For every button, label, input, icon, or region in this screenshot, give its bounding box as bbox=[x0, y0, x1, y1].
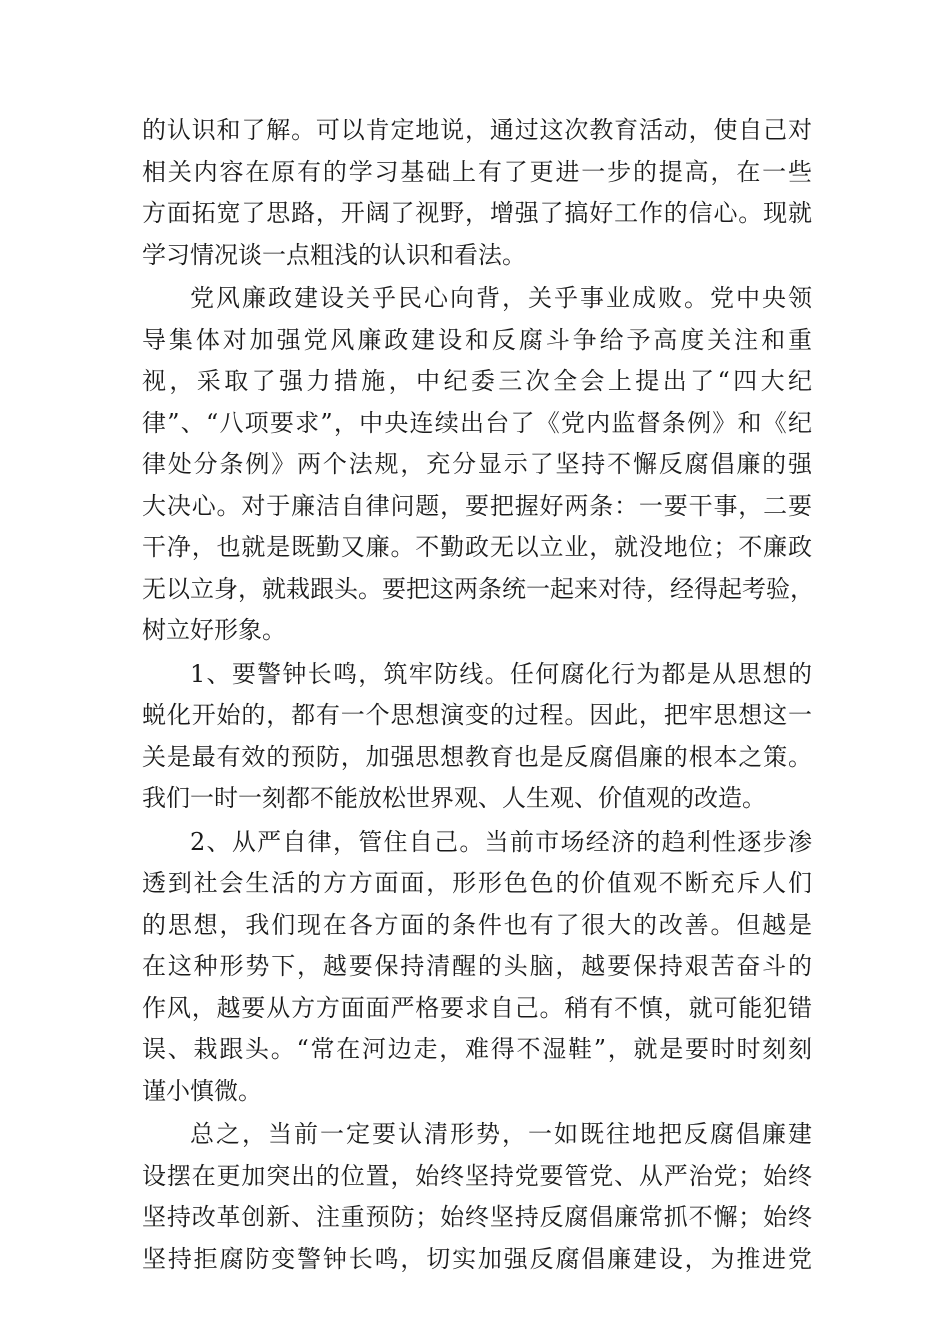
document-body bbox=[142, 110, 812, 1282]
text-line: 的认识和了解。可以肯定地说，通过这次教育活动，使自己对 bbox=[142, 116, 812, 144]
text-line: 1、要警钟长鸣，筑牢防线。任何腐化行为都是从思想的 bbox=[190, 659, 812, 688]
text-line: 谨小慎微。 bbox=[142, 1076, 262, 1105]
text-line: 2、从严自律，管住自己。当前市场经济的趋利性逐步渗 bbox=[190, 827, 812, 856]
text-line: 视，采取了强力措施，中纪委三次全会上提出了“四大纪 bbox=[142, 367, 812, 395]
text-line: 总之，当前一定要认清形势，一如既往地把反腐倡廉建 bbox=[190, 1120, 812, 1148]
text-line: 作风，越要从方方面面严格要求自己。稍有不慎，就可能犯错 bbox=[142, 993, 812, 1022]
text-line: 无以立身，就栽跟头。要把这两条统一起来对待，经得起考验， bbox=[142, 574, 814, 603]
text-line: 树立好形象。 bbox=[142, 616, 286, 644]
text-line: 学习情况谈一点粗浅的认识和看法。 bbox=[142, 240, 526, 269]
text-line: 干净，也就是既勤又廉。不勤政无以立业，就没地位；不廉政 bbox=[142, 533, 812, 561]
text-line: 误、栽跟头。“常在河边走，难得不湿鞋”，就是要时时刻刻 bbox=[142, 1035, 812, 1063]
paragraph-intro-continuation bbox=[142, 110, 812, 276]
text-line: 律处分条例》两个法规，充分显示了坚持不懈反腐倡廉的强 bbox=[142, 450, 812, 478]
text-line: 设摆在更加突出的位置，始终坚持党要管党、从严治党；始终 bbox=[142, 1161, 812, 1190]
text-line: 坚持拒腐防变警钟长鸣，切实加强反腐倡廉建设，为推进党 bbox=[142, 1244, 812, 1273]
text-line: 相关内容在原有的学习基础上有了更进一步的提高，在一些 bbox=[142, 157, 812, 186]
paragraph-party-conduct bbox=[142, 278, 812, 652]
text-line: 坚持改革创新、注重预防；始终坚持反腐倡廉常抓不懈；始终 bbox=[142, 1203, 812, 1231]
text-line: 律”、“八项要求”，中央连续出台了《党内监督条例》和《纪 bbox=[142, 408, 812, 437]
paragraph-conclusion bbox=[142, 1114, 812, 1280]
text-line: 在这种形势下，越要保持清醒的头脑，越要保持艰苦奋斗的 bbox=[142, 952, 812, 980]
text-line: 方面拓宽了思路，开阔了视野，增强了搞好工作的信心。现就 bbox=[142, 199, 812, 227]
text-line: 大决心。对于廉洁自律问题，要把握好两条：一要干事，二要 bbox=[142, 491, 812, 520]
text-line: 我们一时一刻都不能放松世界观、人生观、价值观的改造。 bbox=[142, 784, 766, 812]
paragraph-point-1 bbox=[142, 654, 812, 820]
text-line: 的思想，我们现在各方面的条件也有了很大的改善。但越是 bbox=[142, 910, 812, 939]
paragraph-point-2 bbox=[142, 822, 812, 1113]
text-line: 蜕化开始的，都有一个思想演变的过程。因此，把牢思想这一 bbox=[142, 701, 812, 729]
text-line: 透到社会生活的方方面面，形形色色的价值观不断充斥人们 bbox=[142, 869, 812, 897]
text-line: 关是最有效的预防，加强思想教育也是反腐倡廉的根本之策。 bbox=[142, 742, 812, 771]
text-line: 导集体对加强党风廉政建设和反腐斗争给予高度关注和重 bbox=[142, 325, 812, 354]
text-line: 党风廉政建设关乎民心向背，关乎事业成败。党中央领 bbox=[190, 284, 812, 312]
